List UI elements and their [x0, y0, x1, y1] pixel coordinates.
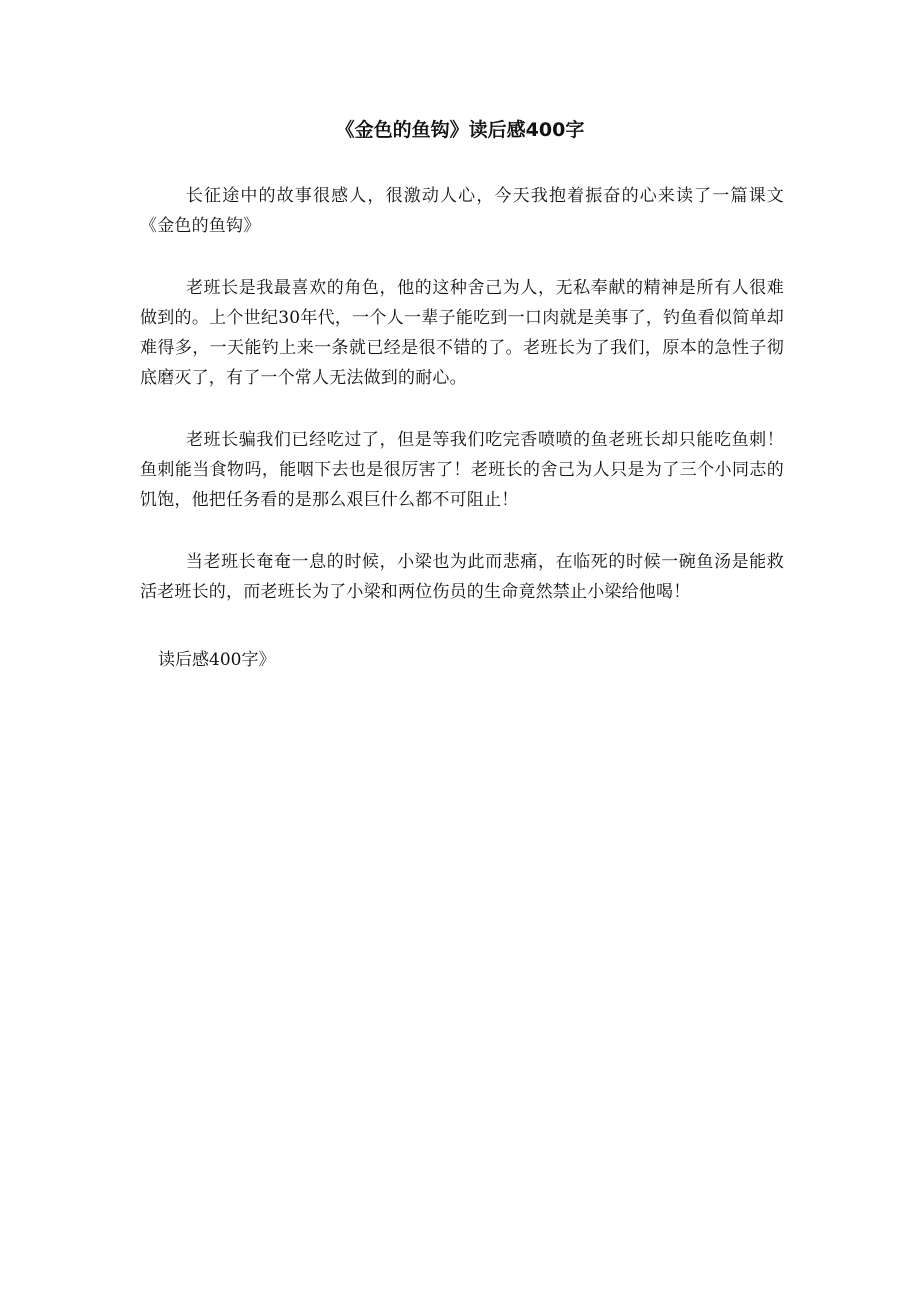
footer-text: 读后感400字》 — [158, 650, 276, 670]
paragraph-4: 当老班长奄奄一息的时候，小梁也为此而悲痛，在临死的时候一碗鱼汤是能救活老班长的，而老班长为了小梁和两位伤员的生命竟然禁止小梁给他喝！ — [140, 552, 784, 602]
paragraph-2: 老班长是我最喜欢的角色，他的这种舍己为人，无私奉献的精神是所有人很难做到的。上个世纪30年代，一个人一辈子能吃到一口肉就是美事了，钓鱼看似简单却难得多，一天能钓上来一条就已经是很不错的了。老班长为了我们，原本的急性子彻底磨灭了，有了一个常人无法做到的耐心。 — [140, 278, 784, 388]
paragraph-3: 老班长骗我们已经吃过了，但是等我们吃完香喷喷的鱼老班长却只能吃鱼刺！鱼刺能当食物吗，能咽下去也是很厉害了！老班长的舍己为人只是为了三个小同志的饥饱，他把任务看的是那么艰巨什么都不可阻止！ — [140, 430, 784, 510]
document-body — [140, 181, 784, 639]
document-title: 《金色的鱼钩》读后感400字 — [335, 119, 585, 141]
paragraph-1: 长征途中的故事很感人，很激动人心，今天我抱着振奋的心来读了一篇课文《金色的鱼钩》 — [140, 186, 784, 236]
